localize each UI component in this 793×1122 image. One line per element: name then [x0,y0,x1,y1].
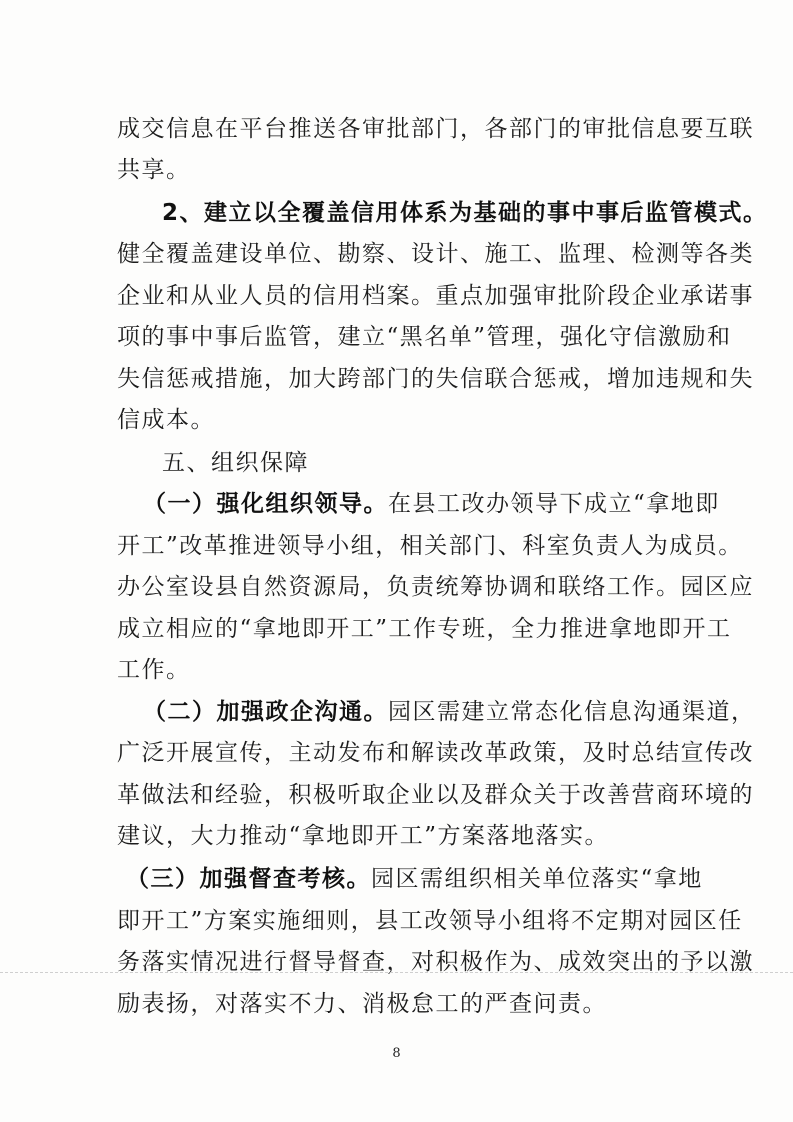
text-run: 园区需建立常态化信息沟通渠道， [388,699,756,725]
section-heading-line [162,198,768,228]
text-run: 园区需组织相关单位落实“拿地 [371,866,703,892]
text-line [117,155,191,185]
text-run: 成立相应的“拿地即开工”工作专班，全力推进拿地即开工 [117,616,732,642]
text-line [117,738,754,768]
text-line [126,864,703,894]
text-line [117,364,754,394]
bold-text-run: （二）加强政企沟通。 [143,699,388,725]
text-run: 工作。 [117,657,191,683]
text-line [117,531,743,561]
text-run: 办公室设县自然资源局，负责统筹协调和联络工作。园区应 [117,574,754,600]
text-run: 信成本。 [117,407,215,433]
text-line [117,114,754,144]
text-run: 务落实情况进行督导督查，对积极作为、成效突出的予以激 [117,949,754,975]
text-run: 即开工”方案实施细则，县工改领导小组将不定期对园区任 [117,908,743,934]
text-run: 五、组织保障 [162,450,309,476]
text-line [117,281,754,311]
page-number: 8 [392,1046,401,1061]
text-run: 革做法和经验，积极听取企业以及群众关于改善营商环境的 [117,782,754,808]
chapter-heading-line [162,448,309,478]
text-run: 广泛开展宣传，主动发布和解读改革政策，及时总结宣传改 [117,740,754,766]
bold-text-run: （三）加强督查考核。 [126,866,371,892]
text-run: 励表扬，对落实不力、消极怠工的严查问责。 [117,991,607,1017]
bold-text-run: 2、建立以全覆盖信用体系为基础的事中事后监管模式。 [162,200,768,226]
text-line [143,697,756,727]
bold-text-run: （一）强化组织领导。 [143,491,388,517]
text-line [117,322,732,352]
text-run: 失信惩戒措施，加大跨部门的失信联合惩戒，增加违规和失 [117,366,754,392]
text-line [117,906,743,936]
text-line [117,780,754,810]
text-run: 健全覆盖建设单位、勘察、设计、施工、监理、检测等各类 [117,241,754,267]
text-run: 项的事中事后监管，建立“黑名单”管理，强化守信激励和 [117,324,732,350]
text-line [117,989,607,1019]
text-run: 开工”改革推进领导小组，相关部门、科室负责人为成员。 [117,533,743,559]
text-line [117,655,191,685]
text-run: 成交信息在平台推送各审批部门，各部门的审批信息要互联 [117,116,754,142]
text-line [117,239,754,269]
scan-artifact-line [0,972,793,973]
text-run: 在县工改办领导下成立“拿地即 [388,491,720,517]
text-line [117,405,215,435]
text-run: 企业和从业人员的信用档案。重点加强审批阶段企业承诺事 [117,283,754,309]
text-line [117,614,732,644]
text-line [143,489,720,519]
text-line [117,572,754,602]
text-run: 共享。 [117,157,191,183]
text-run: 建议，大力推动“拿地即开工”方案落地落实。 [117,823,610,849]
text-line [117,821,609,851]
